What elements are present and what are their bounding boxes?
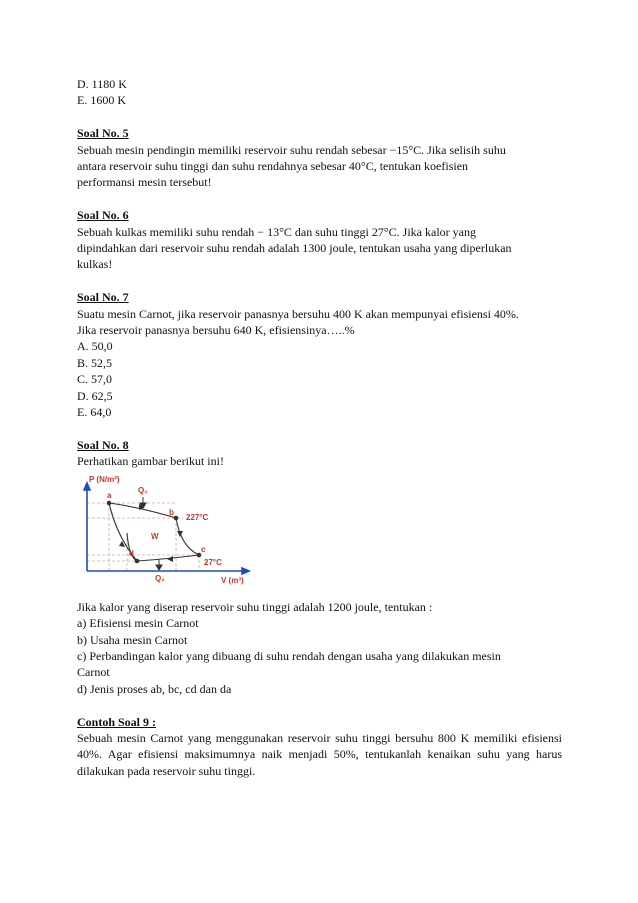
soal-8-intro: Perhatikan gambar berikut ini! bbox=[77, 454, 224, 469]
label-t-low: 27°C bbox=[204, 557, 222, 567]
pv-diagram-svg bbox=[77, 473, 287, 585]
option-line: E. 1600 K bbox=[77, 93, 126, 108]
arrow-bc bbox=[177, 531, 183, 537]
point-a bbox=[107, 500, 112, 505]
soal-8-heading: Soal No. 8 bbox=[77, 437, 129, 452]
label-t-high: 227°C bbox=[186, 512, 209, 522]
soal-6-text: dipindahkan dari reservoir suhu rendah adalah 1300 joule, tentukan usaha yang diperlukan bbox=[77, 241, 512, 256]
adiabat-bc bbox=[176, 518, 199, 555]
soal-8-text: b) Usaha mesin Carnot bbox=[77, 632, 188, 647]
arrow-cd bbox=[167, 556, 173, 562]
soal-7-text: Jika reservoir panasnya bersuhu 640 K, efisiensinya…..% bbox=[77, 323, 355, 338]
carnot-pv-diagram bbox=[77, 473, 287, 585]
soal-7-option: C. 57,0 bbox=[77, 372, 113, 387]
soal-7-text: Suatu mesin Carnot, jika reservoir panasnya bersuhu 400 K akan mempunyai efisiensi 40%. bbox=[77, 306, 519, 321]
y-axis-label: P (N/m²) bbox=[89, 474, 120, 484]
soal-5-text: antara reservoir suhu tinggi dan suhu rendahnya sebesar 40°C, tentukan koefisien bbox=[77, 159, 469, 174]
y-axis-arrow bbox=[84, 483, 90, 490]
page-content bbox=[77, 76, 562, 779]
soal-6-text: Sebuah kulkas memiliki suhu rendah − 13°C dan suhu tinggi 27°C. Jika kalor yang bbox=[77, 224, 476, 239]
contoh-9-text: Sebuah mesin Carnot yang menggunakan reservoir suhu tinggi bersuhu 800 K memiliki efisiensi 40%. Agar efisiensi maksimumnya naik menjadi 50%, tentukanlah kenaikan suhu yang harus dilakukan pada reservoir suhu tinggi. bbox=[77, 730, 562, 778]
soal-7-option: B. 52,5 bbox=[77, 355, 113, 370]
contoh-9-heading: Contoh Soal 9 : bbox=[77, 714, 157, 729]
soal-6-heading: Soal No. 6 bbox=[77, 208, 129, 223]
soal-8-text: d) Jenis proses ab, bc, cd dan da bbox=[77, 681, 232, 696]
option-line: D. 1180 K bbox=[77, 77, 127, 91]
soal-5-text: performansi mesin tersebut! bbox=[77, 175, 212, 190]
soal-6-text: kulkas! bbox=[77, 257, 113, 272]
label-q1: Q₁ bbox=[138, 485, 148, 495]
soal-7-option: A. 50,0 bbox=[77, 339, 113, 354]
soal-8-text: Jika kalor yang diserap reservoir suhu tinggi adalah 1200 joule, tentukan : bbox=[77, 599, 433, 614]
soal-8-text: Carnot bbox=[77, 665, 110, 680]
soal-8-text: a) Efisiensi mesin Carnot bbox=[77, 616, 199, 631]
label-w: W bbox=[151, 531, 159, 541]
soal-8-text: c) Perbandingan kalor yang dibuang di suhu rendah dengan usaha yang dilakukan mesin bbox=[77, 648, 501, 663]
soal-7-heading: Soal No. 7 bbox=[77, 290, 129, 305]
soal-5-text: Sebuah mesin pendingin memiliki reservoir suhu rendah sebesar −15°C. Jika selisih suhu bbox=[77, 142, 506, 157]
x-axis-label: V (m³) bbox=[221, 575, 244, 585]
label-d: d bbox=[129, 548, 134, 558]
label-q2: Q₂ bbox=[155, 573, 165, 583]
point-b bbox=[174, 515, 179, 520]
soal-7-option: E. 64,0 bbox=[77, 405, 112, 420]
soal-7-option: D. 62,5 bbox=[77, 388, 113, 403]
soal-5-heading: Soal No. 5 bbox=[77, 126, 129, 141]
isotherm-cd bbox=[137, 555, 199, 561]
label-b: b bbox=[169, 507, 174, 517]
label-a: a bbox=[107, 490, 112, 500]
q2-arrow-head bbox=[156, 565, 162, 570]
x-axis-arrow bbox=[242, 568, 249, 574]
label-c: c bbox=[201, 544, 206, 554]
point-d bbox=[135, 558, 140, 563]
